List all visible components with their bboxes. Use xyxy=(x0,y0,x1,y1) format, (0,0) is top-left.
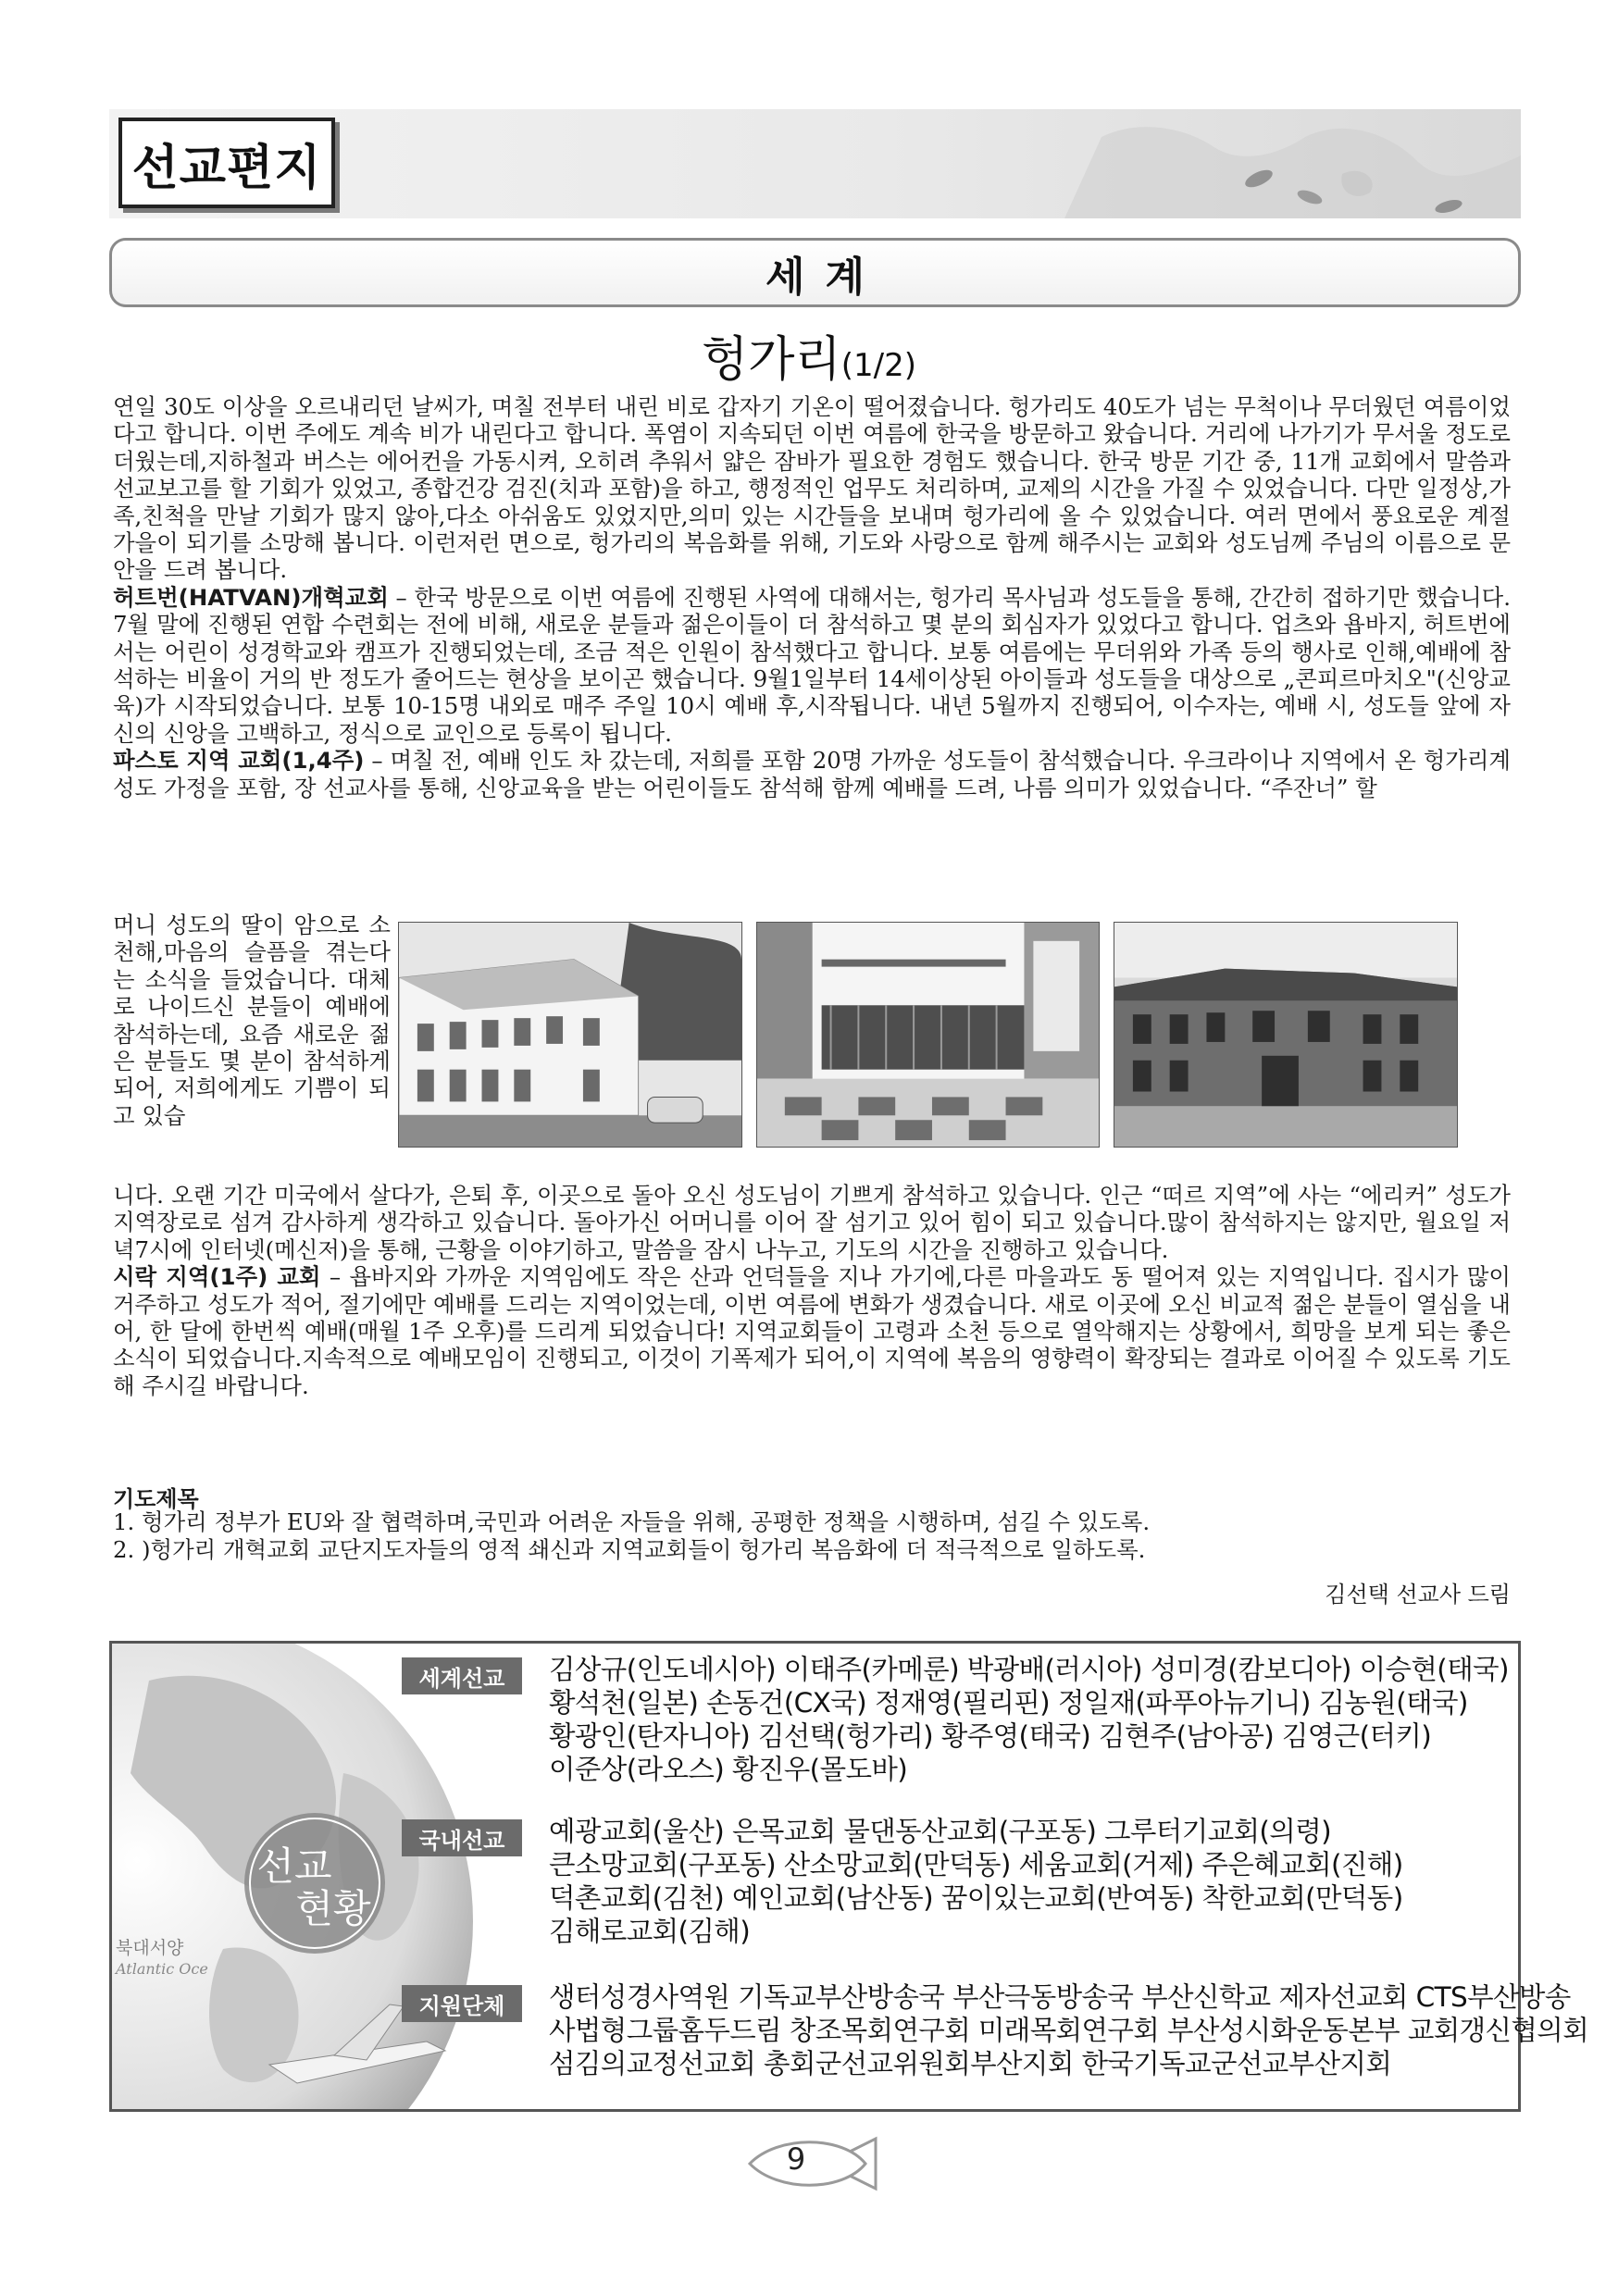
article-part: (1/2) xyxy=(840,347,916,384)
list-line: 덕촌교회(김천) 예인교회(남산동) 꿈이있는교회(반여동) 착한교회(만덕동) xyxy=(549,1882,1403,1914)
globe-label-korean: 북대서양 xyxy=(116,1938,184,1958)
intro-paragraph: 연일 30도 이상을 오르내리던 날씨가, 며칠 전부터 내린 비로 갑자기 기온이 떨어졌습니다. 헝가리도 40도가 넘는 무척이나 무더웠던 여름이었다고 합니다. 이번 주에도 계속 비가 내린다고 합니다. 폭염이 지속되던 이번 여름에 한국을 방문하고 왔습니다. 거리에 나가기가 무서울 정도로 더웠는데,지하철과 버스는 에어컨을 가동시켜, 오히려 추워서 얇은 잠바가 필요한 경험도 했습니다. 한국 방문 기간 중, 11개 교회에서 말씀과 선교보고를 할 기회가 있었고, 종합건강 검진(치과 포함)을 하고, 행정적인 업무도 처리하며, 교제의 시간을 가질 수 있었습니다. 다만 일정상,가족,친척을 만날 기회가 많지 않아,다소 아쉬움도 있었지만,의미 있는 시간들을 보내며 헝가리에 올 수 있었습니다. 여러 면에서 풍요로운 계절 가을이 되기를 소망해 봅니다. 이런저런 면으로, 헝가리의 복음화를 위해, 기도와 사랑으로 함께 해주시는 교회와 성도님께 주님의 이름으로 문안을 드려 봅니다. xyxy=(113,393,1511,584)
region-title-box xyxy=(109,238,1521,307)
list-line: 황석천(일본) 손동건(CX국) 정재영(필리핀) 정일재(파푸아뉴기니) 김농원(태국) xyxy=(549,1687,1468,1719)
domestic-mission-list xyxy=(549,1815,1512,1948)
prayer-item: 2. )헝가리 개혁교회 교단지도자들의 영적 쇄신과 지역교회들이 헝가리 복음화에 더 적극적으로 일하도록. xyxy=(113,1536,1146,1563)
list-line: 황광인(탄자니아) 김선택(헝가리) 황주영(태국) 김현주(남아공) 김영근(터키) xyxy=(549,1720,1432,1752)
category-label-domestic-mission: 국내선교 xyxy=(402,1819,522,1856)
country-name: 헝가리 xyxy=(702,332,841,388)
pasto-text: – 며칠 전, 예배 인도 차 갔는데, 저희를 포함 20명 가까운 성도들이 참석했습니다. 우크라이나 지역에서 온 헝가리계 성도 가정을 포함, 장 선교사를 통해, 신앙교육을 받는 어린이들도 참석해 함께 예배를 드려, 나름 의미가 있었습니다. “주잔너” 할 xyxy=(113,747,1511,801)
section-title: 선교편지 xyxy=(131,140,322,196)
sirak-paragraph xyxy=(113,1263,1511,1399)
list-line: 큰소망교회(구포동) 산소망교회(만덕동) 세움교회(거제) 주은혜교회(진해) xyxy=(549,1849,1403,1880)
list-line: 생터성경사역원 기독교부산방송국 부산극동방송국 부산신학교 제자선교회 CTS부산방송 xyxy=(549,1981,1571,2013)
sirak-text: – 욥바지와 가까운 지역임에도 작은 산과 언덕들을 지나 가기에,다른 마을과도 동 떨어져 있는 지역입니다. 집시가 많이 거주하고 성도가 적어, 절기에만 예배를 드리는 지역이었는데, 이번 여름에 변화가 생겼습니다. 새로 이곳에 오신 비교적 젊은 분들이 열심을 내어, 한 달에 한번씩 예배(매월 1주 오후)를 드리게 되었습니다! 지역교회들이 고령과 소천 등으로 열악해지는 상황에서, 희망을 보게 되는 좋은 소식이 되었습니다.지속적으로 예배모임이 진행되고, 이것이 기폭제가 되어,이 지역에 복음의 영향력이 확장되는 결과로 이어질 수 있도록 기도해 주시길 바랍니다. xyxy=(113,1263,1511,1399)
article-body-top xyxy=(113,393,1511,801)
list-line: 김해로교회(김해) xyxy=(549,1916,751,1947)
region-title: 세계 xyxy=(765,253,885,301)
hatvan-paragraph xyxy=(113,584,1511,747)
category-label-support-organizations: 지원단체 xyxy=(402,1985,522,2022)
mission-heading-line1: 선교 xyxy=(256,1843,332,1889)
world-map-decoration xyxy=(1064,109,1521,218)
list-line: 사법형그룹홈두드림 창조목회연구회 미래목회연구회 부산성시화운동본부 교회갱신협의회 xyxy=(549,2015,1589,2046)
world-mission-list xyxy=(549,1653,1512,1786)
mission-heading-line2: 현황 xyxy=(295,1886,371,1931)
list-line: 예광교회(울산) 은목교회 물댄동산교회(구포동) 그루터기교회(의령) xyxy=(549,1816,1332,1847)
pasto-paragraph xyxy=(113,747,1511,801)
prayer-list xyxy=(113,1508,1511,1564)
pasto-heading: 파스토 지역 교회(1,4주) xyxy=(113,747,365,775)
sirak-heading: 시락 지역(1주) 교회 xyxy=(113,1263,321,1291)
section-title-box xyxy=(118,118,335,208)
globe-label-english: Atlantic Oce xyxy=(116,1960,208,1978)
hatvan-text: – 한국 방문으로 이번 여름에 진행된 사역에 대해서는, 헝가리 목사님과 성도들을 통해, 간간히 접하기만 했습니다. 7월 말에 진행된 연합 수련회는 전에 비해, 새로운 분들과 젊은이들이 더 참석하고 몇 분의 회심자가 있었다고 합니다. 업츠와 욥바지, 허트번에서는 어린이 성경학교와 캠프가 진행되었는데, 조금 적은 인원이 참석했다고 합니다. 보통 여름에는 무더위와 가족 등의 행사로 인해,예배에 참석하는 비율이 거의 반 정도가 줄어드는 현상을 보이곤 했습니다. 9월1일부터 14세이상된 아이들과 성도들을 대상으로 „콘피르마치오"(신앙교육)가 시작되었습니다. 보통 10-15명 내외로 매주 주일 10시 예배 후,시작됩니다. 내년 5월까지 진행되어, 이수자는, 예배 시, 성도들 앞에 자신의 신앙을 고백하고, 정식으로 교인으로 등록이 됩니다. xyxy=(113,583,1511,747)
hatvan-heading: 허트번(HATVAN)개혁교회 xyxy=(113,583,389,611)
side-text: 머니 성도의 딸이 암으로 소천해,마음의 슬픔을 겪는다는 소식을 들었습니다. 대체로 나이드신 분들이 예배에 참석하는데, 요즘 새로운 젊은 분들도 몇 분이 참석하게 되어, 저희에게도 기쁨이 되고 있습 xyxy=(113,912,391,1129)
page-number: 9 xyxy=(786,2141,806,2177)
pasto-continued-paragraph: 니다. 오랜 기간 미국에서 살다가, 은퇴 후, 이곳으로 돌아 오신 성도님이 기쁘게 참석하고 있습니다. 인근 “떠르 지역”에 사는 “에리커” 성도가 지역장로로 섬겨 감사하게 생각하고 있습니다. 돌아가신 어머니를 이어 잘 섬기고 있어 힘이 되고 있습니다.많이 참석하지는 않지만, 월요일 저녁7시에 인터넷(메신저)을 통해, 근황을 이야기하고, 말씀을 잠시 나누고, 기도의 시간을 진행하고 있습니다. xyxy=(113,1182,1511,1263)
signature: 김선택 선교사 드림 xyxy=(1325,1582,1511,1607)
church-interior-photo xyxy=(756,922,1100,1148)
list-line: 이준상(라오스) 황진우(몰도바) xyxy=(549,1754,908,1785)
support-organizations-list xyxy=(549,1980,1589,2080)
list-line: 김상규(인도네시아) 이태주(카메룬) 박광배(러시아) 성미경(캄보디아) 이승현(태국) xyxy=(549,1654,1509,1685)
mission-status-heading xyxy=(241,1809,389,1957)
article-body-bottom xyxy=(113,1182,1511,1399)
category-label-world-mission: 세계선교 xyxy=(402,1657,522,1694)
prayer-title: 기도제목 xyxy=(113,1486,199,1512)
article-title xyxy=(0,320,1618,390)
list-line: 섬김의교정선교회 총회군선교위원회부산지회 한국기독교군선교부산지회 xyxy=(549,2048,1392,2079)
church-exterior-photo xyxy=(1114,922,1458,1148)
prayer-item: 1. 헝가리 정부가 EU와 잘 협력하며,국민과 어려운 자들을 위해, 공평한 정책을 시행하며, 섬길 수 있도록. xyxy=(113,1508,1151,1535)
church-building-photo xyxy=(398,922,742,1148)
